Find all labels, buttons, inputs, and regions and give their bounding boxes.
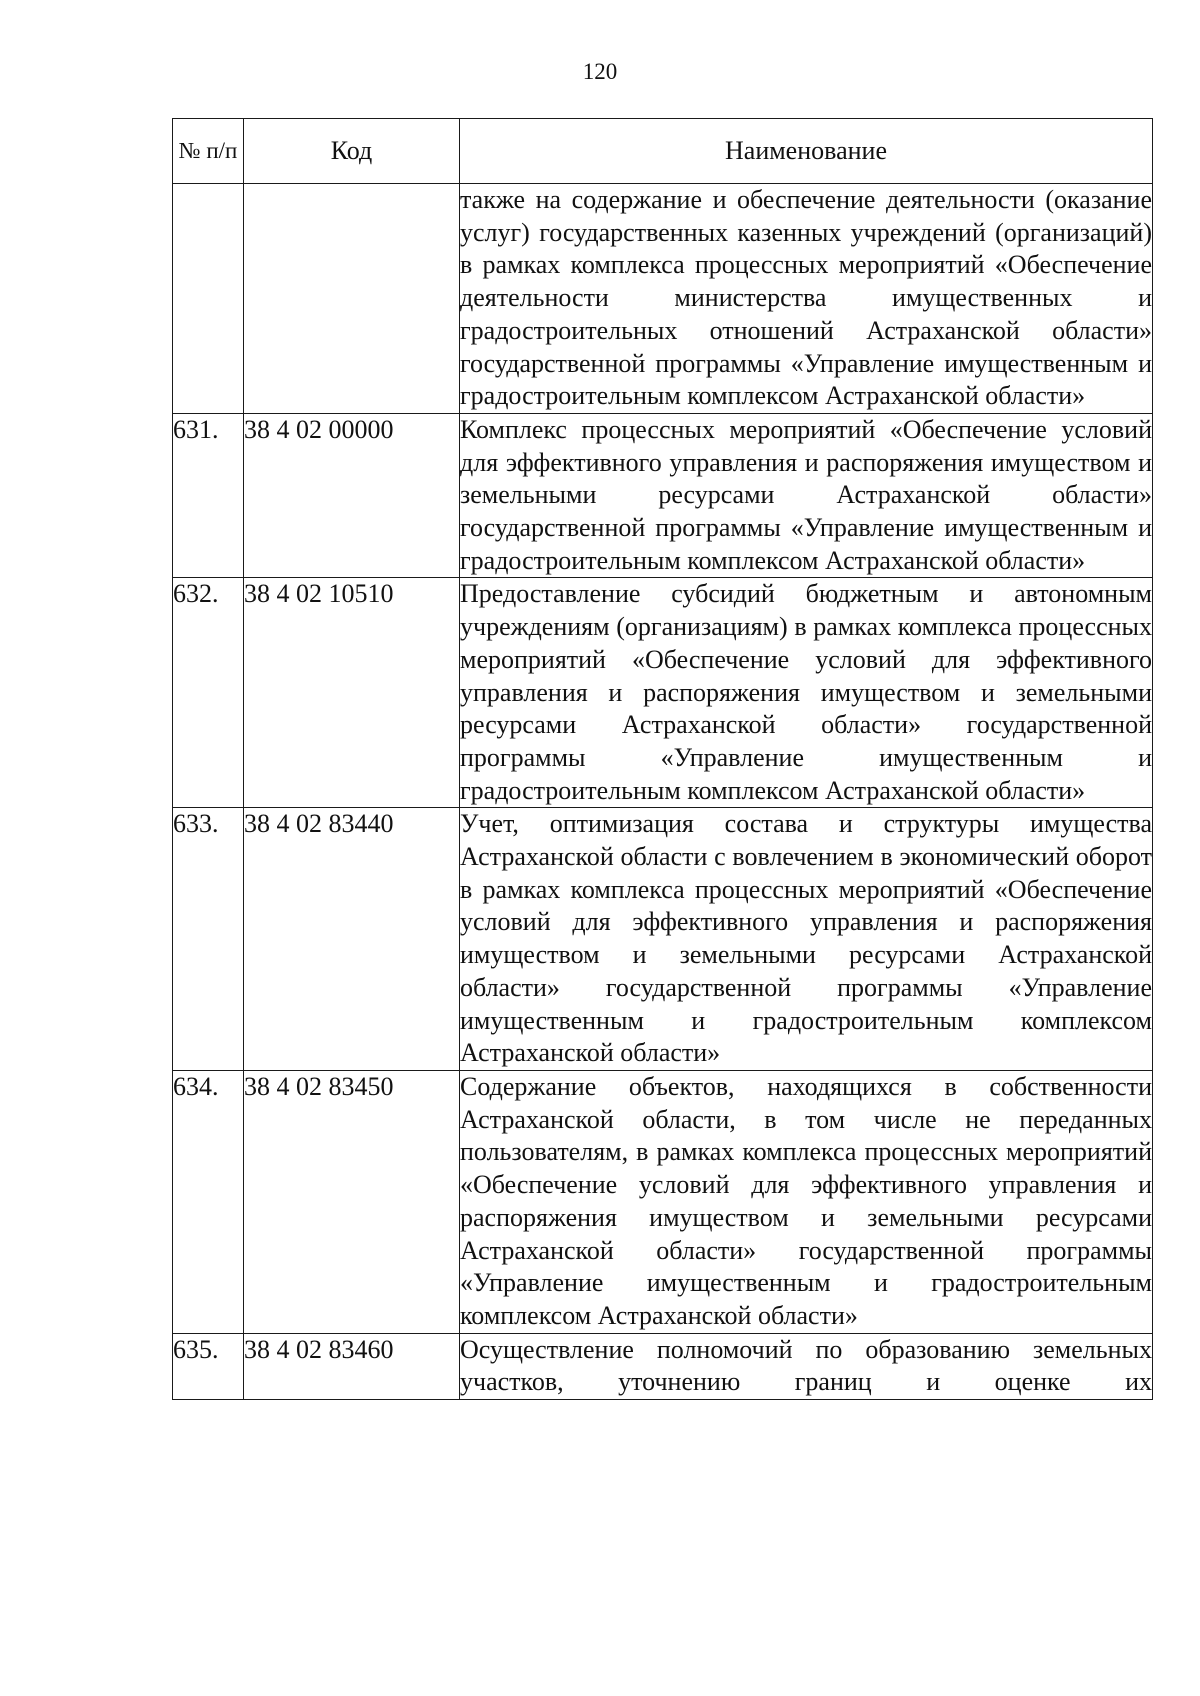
- row-code: 38 4 02 00000: [244, 413, 460, 578]
- row-code: 38 4 02 83460: [244, 1333, 460, 1399]
- row-number: 633.: [173, 808, 244, 1071]
- row-code: [244, 184, 460, 414]
- row-number: 635.: [173, 1333, 244, 1399]
- row-name: Предоставление субсидий бюджетным и автономным учреждениям (организациям) в рамках комплекса процессных мероприятий «Обеспечение условий для эффективного управления и распоряжения имуществом и земельными ресурсами Астраханской области» государственной программы «Управление имущественным и градостроительным комплексом Астраханской области»: [460, 578, 1153, 808]
- row-number: [173, 184, 244, 414]
- row-name: Содержание объектов, находящихся в собственности Астраханской области, в том числе не переданных пользователям, в рамках комплекса процессных мероприятий «Обеспечение условий для эффективного управления и распоряжения имуществом и земельными ресурсами Астраханской области» государственной программы «Управление имущественным и градостроительным комплексом Астраханской области»: [460, 1070, 1153, 1333]
- header-code: Код: [244, 119, 460, 184]
- table-row: [173, 808, 1153, 1071]
- table-row: [173, 1070, 1153, 1333]
- row-number: 632.: [173, 578, 244, 808]
- page-number: 120: [582, 59, 618, 84]
- table-row: [173, 1333, 1153, 1399]
- row-name: также на содержание и обеспечение деятельности (оказание услуг) государственных казенных учреждений (организаций) в рамках комплекса процессных мероприятий «Обеспечение деятельности министерства имущественных и градостроительных отношений Астраханской области» государственной программы «Управление имущественным и градостроительным комплексом Астраханской области»: [460, 184, 1153, 414]
- table-header-row: [173, 119, 1153, 184]
- row-number: 634.: [173, 1070, 244, 1333]
- row-number: 631.: [173, 413, 244, 578]
- table-row: [173, 578, 1153, 808]
- row-code: 38 4 02 10510: [244, 578, 460, 808]
- row-name: Учет, оптимизация состава и структуры имущества Астраханской области с вовлечением в экономический оборот в рамках комплекса процессных мероприятий «Обеспечение условий для эффективного управления и распоряжения имуществом и земельными ресурсами Астраханской области» государственной программы «Управление имущественным и градостроительным комплексом Астраханской области»: [460, 808, 1153, 1071]
- table-row: [173, 413, 1153, 578]
- table-row: [173, 184, 1153, 414]
- header-number: № п/п: [173, 119, 244, 184]
- row-name: Комплекс процессных мероприятий «Обеспечение условий для эффективного управления и распоряжения имуществом и земельными ресурсами Астраханской области» государственной программы «Управление имущественным и градостроительным комплексом Астраханской области»: [460, 413, 1153, 578]
- row-name: Осуществление полномочий по образованию земельных участков, уточнению границ и оценке их: [460, 1333, 1153, 1399]
- row-code: 38 4 02 83450: [244, 1070, 460, 1333]
- header-name: Наименование: [460, 119, 1153, 184]
- row-code: 38 4 02 83440: [244, 808, 460, 1071]
- budget-classification-table: [172, 118, 1153, 1400]
